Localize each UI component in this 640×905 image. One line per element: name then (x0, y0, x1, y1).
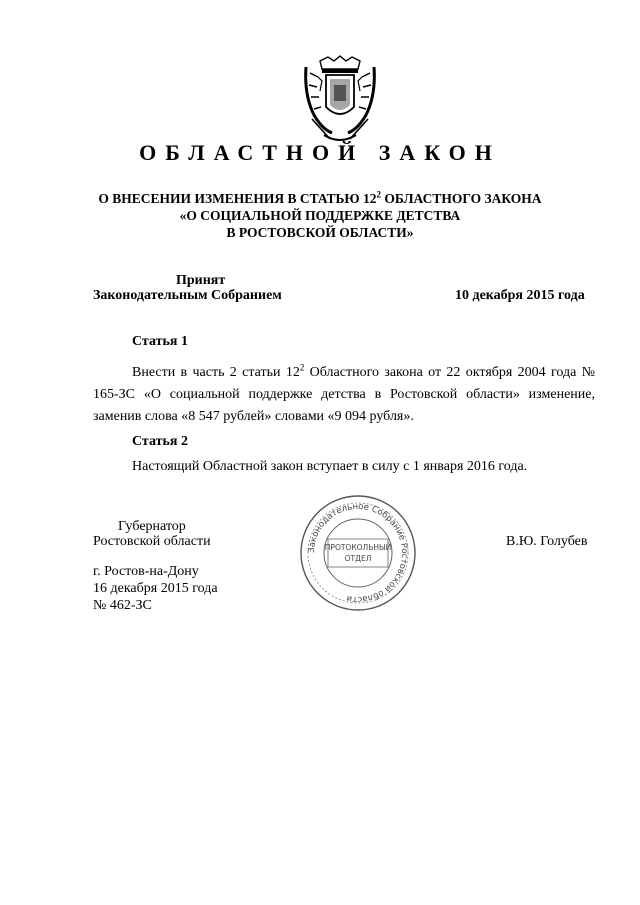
stamp-center-line1: ПРОТОКОЛЬНЫЙ (324, 543, 392, 552)
stamp-ring-text: Законодательное Собрание Ростовской области (306, 501, 410, 605)
article-1-text: Внести в часть 2 статьи $12^2$ Областного закона от 22 октября 2004 года № 165-ЗС «О социальной поддержке детства в Ростовской области» изменение, заменив слова «8 547 рублей» словами «9 094 рубля». (93, 362, 596, 424)
adopted-label: Принят (176, 273, 226, 288)
signing-date: 16 декабря 2015 года (93, 581, 218, 596)
city: г. Ростов-на-Дону (93, 564, 199, 579)
article-2-text: Настоящий Областной закон вступает в силу с 1 января 2016 года. (132, 459, 528, 474)
adopted-by-label: Законодательным Собранием (93, 288, 282, 303)
article-1-heading: Статья 1 (132, 334, 188, 349)
stamp-center-line2: ОТДЕЛ (344, 554, 372, 563)
governor-region: Ростовской области (93, 534, 211, 549)
governor-name: В.Ю. Голубев (506, 534, 588, 549)
stamp-seal (298, 493, 418, 613)
article-2-heading: Статья 2 (132, 434, 188, 449)
coat-of-arms-icon (300, 55, 380, 145)
document-title: ОБЛАСТНОЙ ЗАКОН (139, 140, 501, 165)
document-subtitle: О ВНЕСЕНИИ ИЗМЕНЕНИЯ В СТАТЬЮ $12^2$ ОБЛАСТНОГО ЗАКОНА «О СОЦИАЛЬНОЙ ПОДДЕРЖКЕ ДЕТСТВА В РОСТОВСКОЙ ОБЛАСТИ» (98, 189, 542, 240)
law-number: № 462-ЗС (93, 598, 152, 613)
place-and-date (93, 563, 218, 614)
adopted-date: 10 декабря 2015 года (455, 288, 585, 303)
governor-title: Губернатор (118, 519, 186, 534)
